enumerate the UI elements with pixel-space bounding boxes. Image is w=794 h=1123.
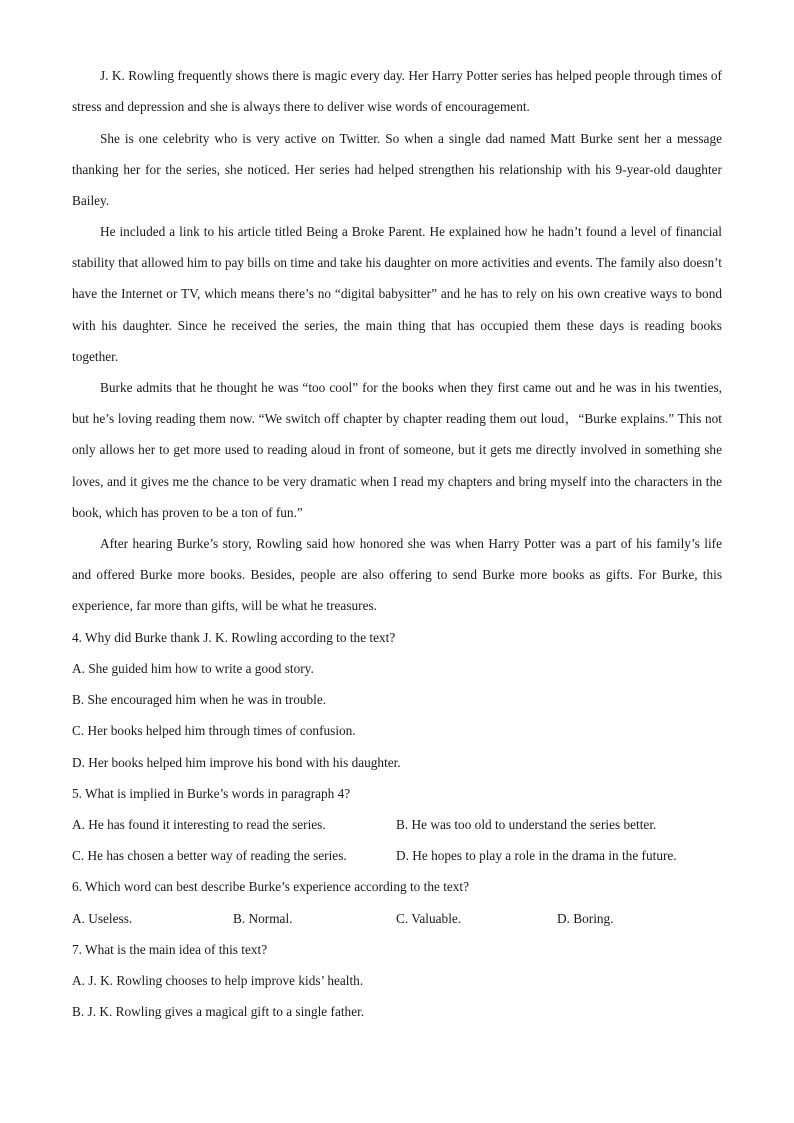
question-6-option-a: A. Useless. bbox=[72, 911, 133, 926]
paragraph-3: He included a link to his article titled Being a Broke Parent. He explained how he hadn’t found a level of financial stability that allowed him to pay bills on time and take his daughter on more activities and events. The family also doesn’t have the Internet or TV, which means there’s no “digital babysitter” and he has to rely on his own creative ways to bond with his daughter. Since he received the series, the main thing that has occupied them these days is reading books together. bbox=[72, 224, 722, 364]
question-6-stem: 6. Which word can best describe Burke’s experience according to the text? bbox=[72, 879, 470, 894]
question-6-option-c: C. Valuable. bbox=[396, 911, 462, 926]
question-5-option-c: C. He has chosen a better way of reading the series. bbox=[72, 848, 347, 863]
question-5-stem: 5. What is implied in Burke’s words in paragraph 4? bbox=[72, 786, 351, 801]
question-7-stem: 7. What is the main idea of this text? bbox=[72, 942, 268, 957]
question-6-option-d: D. Boring. bbox=[557, 911, 614, 926]
question-5-option-d: D. He hopes to play a role in the drama in the future. bbox=[396, 848, 677, 863]
question-4-option-c: C. Her books helped him through times of confusion. bbox=[72, 723, 356, 738]
question-6-option-b: B. Normal. bbox=[233, 911, 293, 926]
question-7-option-a: A. J. K. Rowling chooses to help improve kids’ health. bbox=[72, 973, 364, 988]
question-5-option-b: B. He was too old to understand the series better. bbox=[396, 817, 657, 832]
question-4-stem: 4. Why did Burke thank J. K. Rowling according to the text? bbox=[72, 630, 396, 645]
paragraph-4: Burke admits that he thought he was “too cool” for the books when they first came out and he was in his twenties, but he’s loving reading them now. “We switch off chapter by chapter reading them out loud，“Burke explains.” This not only allows her to get more used to reading aloud in front of someone, but it gets me directly involved in something she loves, and it gives me the chance to be very dramatic when I read my chapters and bring myself into the characters in the book, which has proven to be a ton of fun.” bbox=[72, 380, 722, 520]
paragraph-5: After hearing Burke’s story, Rowling said how honored she was when Harry Potter was a part of his family’s life and offered Burke more books. Besides, people are also offering to send Burke more books as gifts. For Burke, this experience, far more than gifts, will be what he treasures. bbox=[72, 536, 722, 614]
question-4-option-d: D. Her books helped him improve his bond with his daughter. bbox=[72, 755, 401, 770]
paragraph-2: She is one celebrity who is very active on Twitter. So when a single dad named Matt Burke sent her a message thanking her for the series, she noticed. Her series had helped strengthen his relationship with his 9-year-old daughter Bailey. bbox=[72, 131, 722, 209]
paragraph-1: J. K. Rowling frequently shows there is magic every day. Her Harry Potter series has helped people through times of stress and depression and she is always there to deliver wise words of encouragement. bbox=[72, 68, 722, 115]
question-4-option-a: A. She guided him how to write a good story. bbox=[72, 661, 314, 676]
question-7-option-b: B. J. K. Rowling gives a magical gift to a single father. bbox=[72, 1004, 365, 1019]
question-4-option-b: B. She encouraged him when he was in trouble. bbox=[72, 692, 327, 707]
question-5-option-a: A. He has found it interesting to read the series. bbox=[72, 817, 326, 832]
